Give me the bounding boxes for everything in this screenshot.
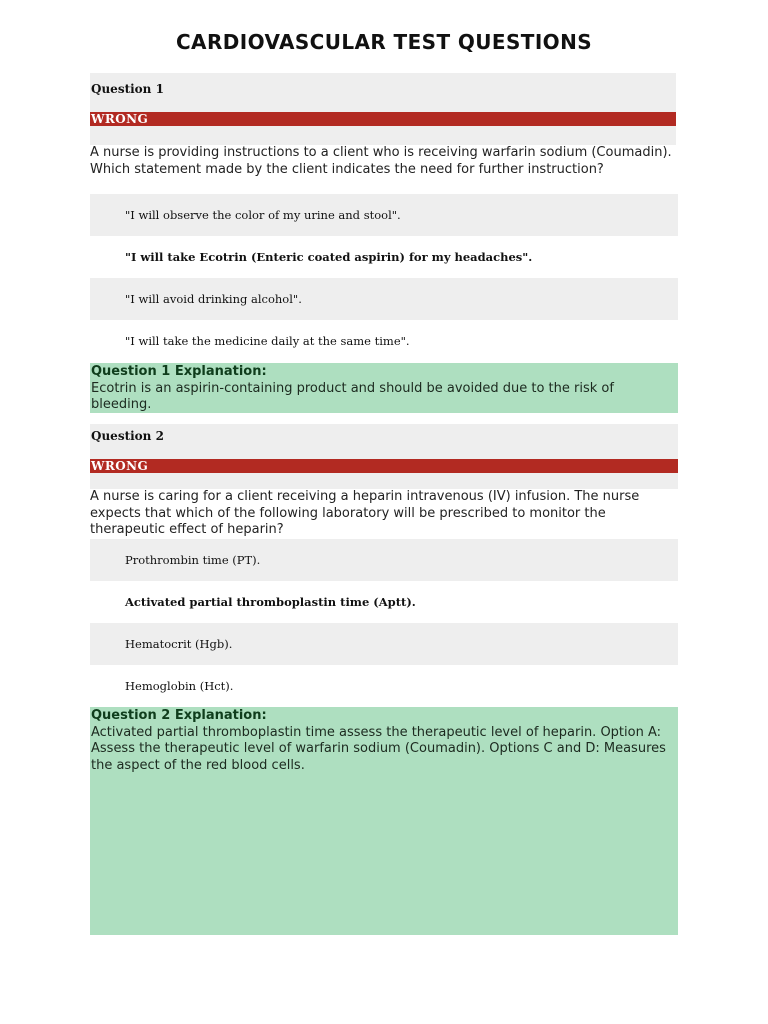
- explanation-text: Ecotrin is an aspirin-containing product and should be avoided due to the risk of bleeding.: [91, 380, 614, 412]
- question-1-header: [90, 73, 676, 145]
- question-2-option-d[interactable]: [90, 665, 678, 707]
- question-1-label: Question 1: [91, 82, 164, 96]
- question-2-option-c[interactable]: [90, 623, 678, 665]
- question-2-explanation: [90, 707, 678, 935]
- question-2-result-badge: WRONG: [90, 459, 678, 473]
- option-label: "I will take Ecotrin (Enteric coated aspirin) for my headaches".: [125, 250, 533, 264]
- question-1-option-b[interactable]: [90, 236, 678, 278]
- question-1-text: A nurse is providing instructions to a client who is receiving warfarin sodium (Coumadin). Which statement made by the client indicates the need for further instruction?: [90, 145, 672, 177]
- option-label: "I will observe the color of my urine and stool".: [125, 208, 401, 222]
- question-2-label: Question 2: [91, 429, 164, 443]
- question-2-header: [90, 424, 678, 489]
- question-1-option-c[interactable]: [90, 278, 678, 320]
- page-title: CARDIOVASCULAR TEST QUESTIONS: [175, 30, 593, 54]
- option-label: "I will avoid drinking alcohol".: [125, 292, 302, 306]
- option-label: Hematocrit (Hgb).: [125, 637, 233, 651]
- question-1-option-a[interactable]: [90, 194, 678, 236]
- explanation-title: Question 1 Explanation:: [91, 364, 267, 379]
- question-1-result-badge: WRONG: [90, 112, 676, 126]
- explanation-title: Question 2 Explanation:: [91, 708, 267, 723]
- explanation-text: Activated partial thromboplastin time assess the therapeutic level of heparin. Option A: Assess the therapeutic level of warfarin sodium (Coumadin). Options C and D: Measures the aspect of the red blood cells.: [91, 724, 666, 773]
- option-label: Prothrombin time (PT).: [125, 553, 261, 567]
- option-label: Hemoglobin (Hct).: [125, 679, 234, 693]
- question-1-option-d[interactable]: [90, 320, 678, 362]
- question-2-option-a[interactable]: [90, 539, 678, 581]
- option-label: Activated partial thromboplastin time (Aptt).: [125, 595, 416, 609]
- option-label: "I will take the medicine daily at the same time".: [125, 334, 410, 348]
- question-1-explanation: [90, 363, 678, 413]
- question-2-text: A nurse is caring for a client receiving a heparin intravenous (IV) infusion. The nurse expects that which of the following laboratory will be prescribed to monitor the therapeutic effect of heparin?: [90, 489, 640, 537]
- question-2-option-b[interactable]: [90, 581, 678, 623]
